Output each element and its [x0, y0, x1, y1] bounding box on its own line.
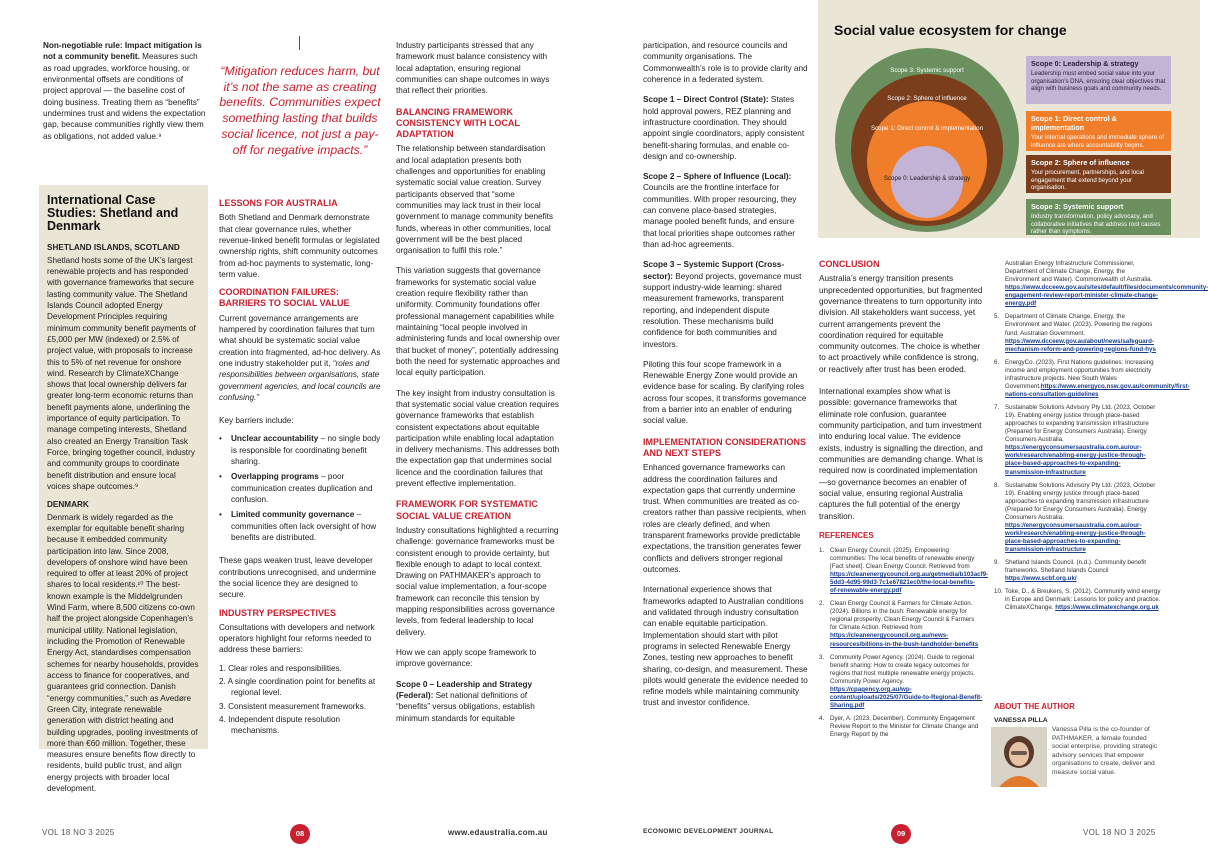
case-study-box	[39, 185, 208, 794]
reference-link[interactable]: https://energyconsumersaustralia.com.au/our-work/research/enabling-energy-justice-through-place-based-approaches-to-expanding-transmission-infrastructure	[1005, 521, 1146, 554]
scope1-text: States hold approval powers, REZ planning and infrastructure coordination. They should appoint single coordinators, apply consistent benefit-sharing formulas, and enable co-design and co-ownership.	[643, 95, 805, 161]
scope-box-0	[1026, 56, 1171, 104]
footer-website[interactable]: www.edaustralia.com.au	[448, 828, 548, 837]
reference-link[interactable]: https://www.dcceew.gov.au/sites/default/files/documents/community-engagement-review-report-minister-climate-change-energy.pdf	[1005, 284, 1208, 308]
page-number-left: 08	[290, 824, 310, 844]
scope-rings-diagram	[832, 46, 1022, 234]
reference-link[interactable]: https://cleanenergycouncil.org.au/getmedia/b103acf9-5dd3-4d95-99d3-7c1e67821ec0/the-local-benefits-of-renewable-energy.pdf	[830, 571, 989, 595]
scope1-label: Scope 1 – Direct Control (State):	[643, 95, 769, 105]
impact-mitigation-rule: Non-negotiable rule: Impact mitigation is not a community benefit.	[43, 41, 202, 62]
references-column-right	[994, 260, 1208, 660]
scope-box-1-text: Your internal operations and immediate sphere of influence are where accountability begins.	[1031, 134, 1164, 149]
implementation-text-2: International experience shows that frameworks adapted to Australian conditions and validated through industry consultation can enable equitable participation. Implementation should start with pilot programs in selected Renewable Energy Zones, testing new approaches to benefit sharing, co-design, and measurement. These pilots would generate the evidence needed to refine models while maintaining community trust and investor confidence.	[643, 585, 808, 708]
framework-text-1: Industry consultations highlighted a recurring challenge: governance frameworks must be consistent enough to provide certainty, but flexible enough to adapt to local context. Drawing on PATHMAKER’s approach to social value implementation, a four-scope framework can reconcile this tension by mapping responsibilities across governance levels, from federal leadership to local delivery.	[396, 525, 559, 637]
implementation-text-1: Enhanced governance frameworks can address the coordination failures and expectation gaps that currently undermine trust. When communities are treated as co-creators rather than passive recipients, when roles are clearly defined, and when transparent frameworks provide predictable expectations, the transition generates fewer conflicts and delivers stronger regional outcomes.	[643, 463, 806, 574]
scope2-paragraph	[643, 171, 808, 250]
scope-box-3-title: Scope 3: Systemic support	[1031, 202, 1124, 211]
author-photo-icon	[991, 727, 1047, 787]
reference-item	[994, 358, 1190, 399]
reference-link[interactable]: https://cleanenergycouncil.org.au/news-resources/billions-in-the-bush-landholder-benefits	[830, 632, 979, 648]
reference-item	[819, 546, 989, 595]
reforms-list	[219, 663, 383, 737]
footer-journal-name: ECONOMIC DEVELOPMENT JOURNAL	[643, 828, 774, 835]
reference-text: Clean Energy Council. (2025). Empowering communities: The local benefits of renewable energy [Fact sheet]. Clean Energy Council. Retrieved from	[830, 546, 975, 570]
references-list-right	[994, 260, 1208, 613]
industry-heading: INDUSTRY PERSPECTIVES	[219, 607, 337, 618]
reference-text: Sustainable Solutions Advisory Pty Ltd. (2023, October 19). Enabling energy justice through place-based approaches to expanding transmission infrastructure (Prepared for Energy Consumers Australia). Energy Consumers Australia.	[1005, 404, 1156, 444]
scope-box-1	[1026, 111, 1171, 151]
references-heading: REFERENCES	[819, 530, 874, 540]
ring-scope-0	[891, 146, 963, 218]
conclusion-text-1: Australia’s energy transition presents unprecedented opportunities, but fragmented governance threatens to turn opportunity into division. All stakeholders want success, yet current arrangements prevent the coordination required for equitable community outcomes. The choice is whether to act proactively while confidence is strong, or reactively after trust has been eroded.	[819, 274, 983, 374]
author-bio: Vanessa Pilla is the co-founder of PATHMAKER, a female founded social enterprise, providing strategic advisory services that empower organisations to create, deliver and measure social value.	[1052, 726, 1158, 776]
reference-number: 3.	[819, 653, 825, 661]
reference-text: Australian Energy Infrastructure Commissioner, Department of Climate Change, Energy, the Environment and Water). Commonwealth of Australia.	[1005, 260, 1153, 284]
scope-box-3	[1026, 199, 1171, 235]
reference-text: Dyer, A. (2023, December). Community Engagement Review Report to the Minister for Climate Change and Energy Report by the	[830, 715, 979, 739]
reference-link[interactable]: https://www.dcceew.gov.au/about/news/safeguard-mechanism-reform-and-powering-regions-fund-hys	[1005, 337, 1156, 353]
figure-title: Social value ecosystem for change	[834, 22, 1067, 38]
reference-number: 1.	[819, 546, 825, 554]
reference-number: 6.	[994, 358, 1000, 366]
reference-item	[819, 600, 983, 648]
reference-item	[994, 404, 1161, 477]
pilot-text: Piloting this four scope framework in a Renewable Energy Zone would provide an evidence base for scaling. By clarifying roles across four scopes, it transforms governance from a barrier into an enabler of enduring social value.	[643, 359, 807, 426]
reference-item	[994, 260, 1208, 308]
barrier-item	[219, 509, 383, 543]
quote-divider	[299, 36, 300, 50]
reference-text: Sustainable Solutions Advisory Pty Ltd. (2023, October 19). Enabling energy justice through place-based approaches to expanding transmission infrastructure (Prepared for Energy Consumers Australia). Energy Consumers Australia.	[1005, 481, 1156, 521]
barrier-label: Limited community governance	[231, 510, 355, 520]
reference-link[interactable]: https://www.climatexchange.org.uk	[1055, 604, 1159, 612]
scope-box-0-text: Leadership must embed social value into your organisation’s DNA, ensuring clear objectives that align with business goals and community needs.	[1031, 70, 1166, 93]
footer-issue-left: VOL 18 NO 3 2025	[42, 828, 115, 837]
scope-box-1-title: Scope 1: Direct control & implementation	[1031, 114, 1117, 132]
reference-number: 4.	[819, 715, 825, 722]
conclusion-text-2: International examples show what is possible: governance frameworks that eliminate role confusion, guarantee community participation, and turn investment into enduring local value. The evidence exists, industry is signalling the direction, and communities are demanding change. What is required now is coordinated implementation—so governance becomes an enabler of social value, ensuring regional Australia captures the full potential of the energy transition.	[819, 387, 983, 521]
coordination-heading: COORDINATION FAILURES: BARRIERS TO SOCIAL VALUE	[219, 287, 350, 309]
gaps-text: These gaps weaken trust, leave developer contributions unrecognised, and undermine the social licence they are designed to secure.	[219, 556, 377, 600]
participation-text: participation, and resource councils and community organisations. The Commonwealth’s role is to provide clarity and coherence in a federated system.	[643, 41, 808, 84]
scope-box-3-text: Industry transformation, policy advocacy, and collaborative initiatives that address root causes rather than symptoms.	[1031, 213, 1161, 236]
scope3-paragraph	[643, 259, 808, 350]
case-study-title: International Case Studies: Shetland and Denmark	[47, 193, 179, 234]
scope-box-2-title: Scope 2: Sphere of influence	[1031, 158, 1130, 167]
barrier-text: – poor communication creates duplication and confusion.	[231, 472, 373, 504]
framework-text-2: How we can apply scope framework to improve governance:	[396, 648, 537, 669]
denmark-heading: DENMARK	[47, 500, 89, 510]
author-name: VANESSA PILLA	[994, 717, 1048, 724]
scope-box-2	[1026, 155, 1171, 193]
ring-scope-1-label: Scope 1: Direct control & implementation	[870, 125, 984, 132]
barriers-list	[219, 433, 383, 543]
author-avatar	[991, 727, 1047, 787]
consistency-text: Industry participants stressed that any framework must balance consistency with local adaptation, ensuring regional communities can shape outcomes in ways that reflect their priorities.	[396, 41, 550, 96]
reference-number: 10.	[994, 588, 1003, 596]
scope3-label: Scope 3 – Systemic Support (Cross-sector):	[643, 260, 785, 281]
shetland-heading: SHETLAND ISLANDS, SCOTLAND	[47, 243, 180, 253]
conclusion-heading: CONCLUSION	[819, 259, 880, 269]
reference-link[interactable]: https://energyconsumersaustralia.com.au/our-work/research/enabling-energy-justice-through-place-based-approaches-to-expanding-transmission-infrastructure	[1005, 444, 1146, 476]
scope0-label: Scope 0 – Leadership and Strategy (Federal):	[396, 679, 533, 700]
impact-mitigation-paragraph	[43, 40, 206, 142]
barrier-label: Unclear accountability	[231, 434, 319, 444]
page-number-right: 09	[891, 824, 911, 844]
reference-link[interactable]: https://www.scbf.org.uk/	[1005, 575, 1077, 583]
reference-item	[819, 654, 983, 710]
barrier-label: Overlapping programs	[231, 472, 319, 482]
scope0-paragraph	[396, 679, 560, 724]
reference-number: 5.	[994, 313, 1000, 321]
reference-number: 8.	[994, 481, 1000, 489]
reference-text: EnergyCo. (2023). First Nations guidelines: Increasing income and employment opportunities from electricity infrastructure projects. New South Wales Government.	[1005, 358, 1154, 390]
reference-number: 9.	[994, 559, 1000, 567]
reform-item: 3. Consistent measurement frameworks.	[219, 701, 366, 711]
reference-link[interactable]: https://www.energyco.nsw.gov.au/community/first-nations-consultation-guidelines	[1005, 382, 1190, 398]
reform-item: 1. Clear roles and responsibilities.	[219, 663, 342, 673]
ring-scope-2-label: Scope 2: Sphere of influence	[887, 95, 967, 102]
reform-item: 2. A single coordination point for benefits at regional level.	[219, 677, 376, 698]
reference-text: Department of Climate Change, Energy, the Environment and Water. (2023). Powering the regions fund. Australian Government.	[1005, 313, 1153, 337]
lessons-text: Both Shetland and Denmark demonstrate that clear governance rules, whether revenue-linked benefit formulas or legislated ownership rights, shift community outcomes from ad-hoc payments to systematic, long-term value.	[219, 213, 380, 279]
conclusion-column	[819, 257, 989, 797]
scope-box-2-text: Your procurement, partnerships, and local engagement that extend beyond your organisation.	[1031, 169, 1144, 192]
reference-text: Toke, D., & Breukers, S. (2012). Community wind energy in Europe and Denmark: Lessons for policy and practice. ClimateXChange.	[1005, 588, 1161, 612]
column-1-intro	[43, 40, 206, 149]
balancing-text-3: The key insight from industry consultation is that systematic social value creation requires governance frameworks that establish consistent expectations about equitable participation while enabling local adaptation in delivery mechanisms. This addresses both the expectation gap that undermines social licence and the coordination failures that prevent effective implementation.	[396, 388, 560, 489]
lessons-heading: LESSONS FOR AUSTRALIA	[219, 198, 338, 208]
ring-scope-0-label: Scope 0: Leadership & strategy	[883, 175, 971, 182]
barrier-text: – communities often lack oversight of how benefits are distributed.	[231, 510, 377, 542]
column-3	[396, 40, 560, 800]
ring-scope-3-label: Scope 3: Systemic support	[890, 67, 964, 74]
barriers-intro: Key barriers include:	[219, 416, 294, 426]
reference-item	[994, 588, 1161, 612]
balancing-text-1: The relationship between standardisation and local adaptation presents both challenges and opportunities for enabling systematic social value creation. Survey participants observed that “some communities may lack trust in their local government to manage community benefits funds, whereas in other communities, local government will be the best placed organisation to fulfil this role.”	[396, 144, 554, 256]
column-4	[643, 40, 808, 800]
references-list-left	[819, 546, 989, 739]
reference-item	[994, 559, 1161, 583]
pull-quote: “Mitigation reduces harm, but it’s not the same as creating benefits. Communities expect something lasting that builds social licence, not just a pay-off for negative impacts.”	[219, 64, 381, 157]
reference-item	[994, 313, 1161, 353]
reform-item: 4. Independent dispute resolution mechanisms.	[219, 714, 341, 736]
balancing-heading: BALANCING FRAMEWORK CONSISTENCY WITH LOCAL ADAPTATION	[396, 106, 520, 140]
coordination-text: Current governance arrangements are hampered by coordination failures that turn what should be systematic social value creation into fragmented, ad-hoc delivery. As one industry stakeholder put it,	[219, 313, 381, 368]
coordination-quote: “roles and responsibilities between organisations, state government agencies, and local councils are confusing.”	[219, 358, 381, 402]
reference-text: Shetland Islands Council. (n.d.). Community benefit frameworks. Shetland Islands Council	[1005, 559, 1147, 575]
scope2-label: Scope 2 – Sphere of Influence (Local):	[643, 172, 792, 182]
reference-item	[994, 482, 1161, 555]
shetland-text: Shetland hosts some of the UK’s largest renewable projects and has responded with governance frameworks that secure lasting community value. The Shetland Islands Council adopted Energy Development Principles requiring minimum community benefit payments of £5,000 per MW (indexed) or 2.5% of project value, with proposals to increase this to 5% of net revenue for onshore wind. Research by ClimateXChange shows that local ownership delivers far greater long-term economic returns than benefit payments alone, underlining the importance of equity participation. To manage competing interests, Shetland also created an Energy Transition Task Force, bringing together council, industry and community groups to coordinate benefit distribution and ensure local voices shape outcomes.⁹	[47, 255, 196, 491]
barrier-text: – no single body is responsible for coordinating benefit sharing.	[231, 434, 381, 467]
reference-link[interactable]: https://cpagency.org.au/wp-content/uploads/2025/07/Guide-to-Regional-Benefit-Sharing.pdf	[830, 685, 983, 709]
coordination-paragraph	[219, 313, 383, 404]
scope2-text: Councils are the frontline interface for communities. With proper resourcing, they can convene place-based strategies, manage pooled benefit funds, and ensure that local priorities shape outcomes rather than ad-hoc agreements.	[643, 183, 797, 249]
scope0-text: Set national definitions of “benefits” versus obligations, establish minimum standards for equitable	[396, 690, 535, 723]
scope1-paragraph	[643, 94, 808, 162]
denmark-text: Denmark is widely regarded as the exemplar for equitable benefit sharing because it embedded community participation into law. Since 2008, developers of onshore wind have been required to offer at least 20% of project shares to local residents.¹⁰ The best-known example is the Middelgrunden Wind Farm, where 8,500 citizens co-own half the project alongside Copenhagen’s municipal utility. National legislation, including the Promotion of Renewable Energy Act, standardises compensation schemes for nearby households, provides access to finance for cooperatives, and guarantees grid connection. Danish “energy communities,” such as Avedøre Green City, integrate renewable generation with district heating and building upgrades, pooling investments of more than €60 million. Together, these measures ensure benefits flow directly to residents, build public trust, and align energy projects with broader local development.	[47, 512, 199, 794]
reference-item	[819, 715, 983, 739]
footer-issue-right: VOL 18 NO 3 2025	[1083, 828, 1156, 837]
reference-text: Community Power Agency. (2024). Guide to regional benefit sharing: How to create legacy outcomes for regions that host multiple renewable energy projects. Community Power Agency.	[830, 653, 975, 685]
scope3-text: Beyond projects, governance must support industry-wide learning: shared measurement frameworks, transparent reporting, and independent dispute resolution. These mechanisms build confidence for both communities and investors.	[643, 271, 802, 349]
reference-text: Clean Energy Council & Farmers for Climate Action. (2024). Billions in the bush: Renewable energy for regional prosperity. Clean Energy Council & Farmers for Climate Action. Retrieved from	[830, 600, 975, 632]
column-2	[219, 196, 383, 745]
barrier-item	[219, 433, 383, 467]
reference-number: 7.	[994, 404, 1000, 411]
framework-heading: FRAMEWORK FOR SYSTEMATIC SOCIAL VALUE CREATION	[396, 499, 538, 521]
scope-box-0-title: Scope 0: Leadership & strategy	[1031, 59, 1139, 68]
about-author-heading: ABOUT THE AUTHOR	[994, 702, 1075, 711]
reference-number: 2.	[819, 600, 825, 608]
balancing-text-2: This variation suggests that governance frameworks for systematic social value creation require flexibility rather than uniformity. Community foundations offer professional management capabilities while maintaining “local people involved in administering funds and local ownership over that bucket of money”, potentially addressing both the need for systematic approaches and local equity participation.	[396, 266, 560, 378]
barrier-item	[219, 471, 383, 505]
industry-text: Consultations with developers and network operators highlight four reforms needed to address these barriers:	[219, 622, 375, 655]
implementation-heading: IMPLEMENTATION CONSIDERATIONS AND NEXT STEPS	[643, 436, 806, 458]
impact-mitigation-text: Measures such as road upgrades, workforce housing, or environmental offsets are conditions of project approval — the baseline cost of doing business. Treating them as “benefits” undermines trust and widens the expectation gap, because communities rightly view them as obligations, not added value.⁹	[43, 52, 206, 141]
